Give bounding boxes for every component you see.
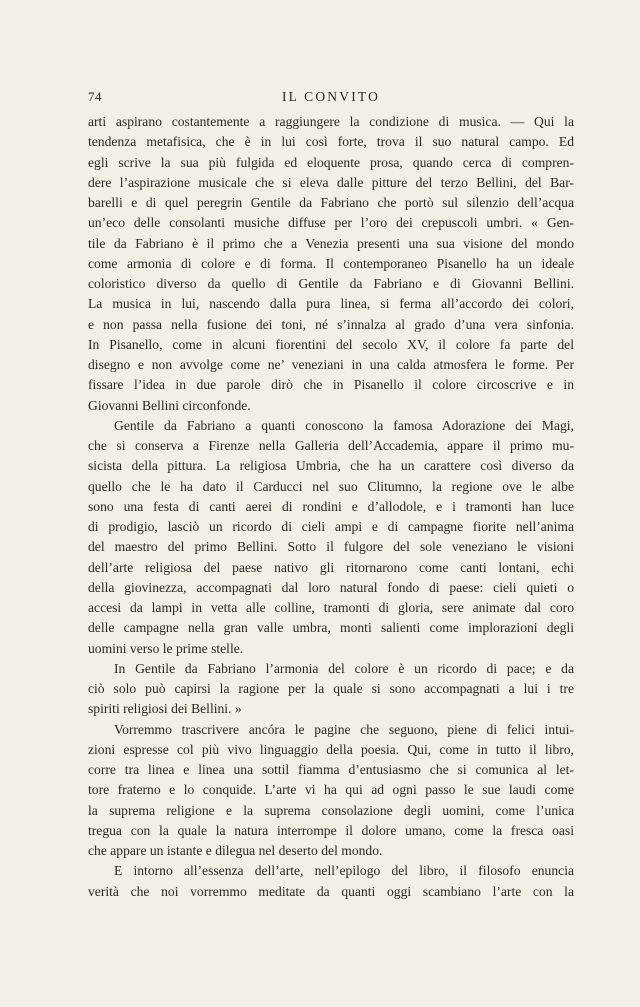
- text-line: sicista della pittura. La religiosa Umbria, che ha un carattere così diverso da: [88, 458, 574, 474]
- text-line: dell’arte religiosa del paese nativo gli ritornarono come canti lontani, echi: [88, 559, 574, 575]
- text-line: verità che noi vorremmo meditate da quanti oggi scambiano l’arte con la: [88, 883, 574, 899]
- text-line: accesi da lampi in vetta alle colline, tramonti di gloria, sere animate dal coro: [88, 600, 574, 615]
- text-line: tile da Fabriano è il primo che a Venezia presenti una sua visione del mondo: [88, 235, 574, 251]
- text-line: fissare l’idea in due parole dirò che in Pisanello il colore circoscrive e in: [88, 377, 574, 393]
- text-line: tregua con la quale la natura interrompe il dolore umano, come la fresca oasi: [88, 822, 574, 838]
- text-line: Gentile da Fabriano a quanti conoscono la famosa Adorazione dei Magi,: [114, 417, 574, 433]
- text-line: barelli e di quel peregrin Gentile da Fabriano che portò sul silenzio dell’acqua: [88, 195, 574, 210]
- text-line: dere l’aspirazione musicale che si eleva dalle pitture del terzo Bellini, del Bar-: [88, 174, 574, 190]
- text-line: In Gentile da Fabriano l’armonia del colore è un ricordo di pace; e da: [114, 660, 574, 676]
- text-line: che si conserva a Firenze nella Galleria dell’Accademia, appare il primo mu-: [88, 438, 574, 453]
- text-line: disegno e non avvolge come ne’ veneziani in una calda atmosfera le forme. Per: [88, 357, 574, 372]
- running-title: IL CONVITO: [281, 89, 381, 104]
- text-line: tore fraterno e lo conquide. L’arte vi ha qui ad ogni passo le sue laudi come: [88, 782, 574, 798]
- text-line: del maestro del primo Bellini. Sotto il fulgore del sole veneziano le visioni: [88, 539, 574, 555]
- text-line: La musica in lui, nascendo dalla pura linea, si ferma all’accordo dei colori,: [88, 296, 574, 312]
- text-line: quello che le ha dato il Carducci nel suo Clitumno, la regione ove le albe: [88, 478, 574, 494]
- text-line: come armonia di colore e di forma. Il contemporaneo Pisanello ha un ideale: [88, 255, 574, 271]
- text-line: la suprema religione e la suprema consolazione degli uomini, come l’unica: [88, 802, 574, 818]
- text-line: zioni espresse col più vivo linguaggio della poesia. Qui, come in tutto il libro,: [88, 741, 574, 757]
- page-number: 74: [88, 89, 102, 104]
- text-line: ciò solo può capirsi la ragione per la quale si sono accompagnati a lui i tre: [88, 681, 574, 696]
- text-line: E intorno all’essenza dell’arte, nell’epilogo del libro, il filosofo enuncia: [114, 863, 574, 879]
- text-line: arti aspirano costantemente a raggiungere la condizione di musica. — Qui la: [88, 114, 574, 129]
- text-line: egli scrive la sua più fulgida ed eloquente prosa, quando cerca di compren-: [88, 154, 574, 170]
- text-line: delle campagne nella gran valle umbra, monti salienti come implorazioni degli: [88, 620, 574, 636]
- body-text: [88, 112, 574, 902]
- text-line: tendenza metafisica, che è in lui così forte, trova il suo natural campo. Ed: [88, 134, 574, 150]
- text-line: coloristico diverso da quello di Gentile da Fabriano e di Giovanni Bellini.: [88, 276, 574, 291]
- text-line: In Pisanello, come in alcuni fiorentini del secolo XV, il colore fa parte del: [88, 336, 574, 352]
- text-line: Giovanni Bellini circonfonde.: [88, 397, 251, 413]
- text-line: spiriti religiosi dei Bellini. »: [88, 701, 242, 717]
- text-line: di prodigio, lasciò un ricordo di cieli ampi e di campagne fiorite nell’anima: [88, 519, 574, 534]
- text-line: della giovinezza, accompagnati dal loro natural fondo di paese: cieli quieti o: [88, 579, 574, 595]
- text-line: sono una festa di canti aerei di rondini e d’allodole, e i tramonti han luce: [88, 498, 574, 514]
- text-line: Vorremmo trascrivere ancóra le pagine che seguono, piene di felici intui-: [114, 721, 574, 737]
- text-line: che appare un istante e dilegua nel deserto del mondo.: [88, 843, 383, 858]
- text-line: uomini verso le prime stelle.: [88, 640, 244, 656]
- text-line: un’eco delle consolanti musiche diffuse per l’oro dei crepuscoli umbri. « Gen-: [88, 215, 574, 231]
- text-line: corre tra linea e linea una sottil fiamma d’entusiasmo che si comunica al let-: [88, 762, 574, 777]
- running-head: [88, 89, 574, 109]
- text-line: e non passa nella fusione dei toni, né s’innalza al grado d’una vera sinfonia.: [88, 316, 574, 332]
